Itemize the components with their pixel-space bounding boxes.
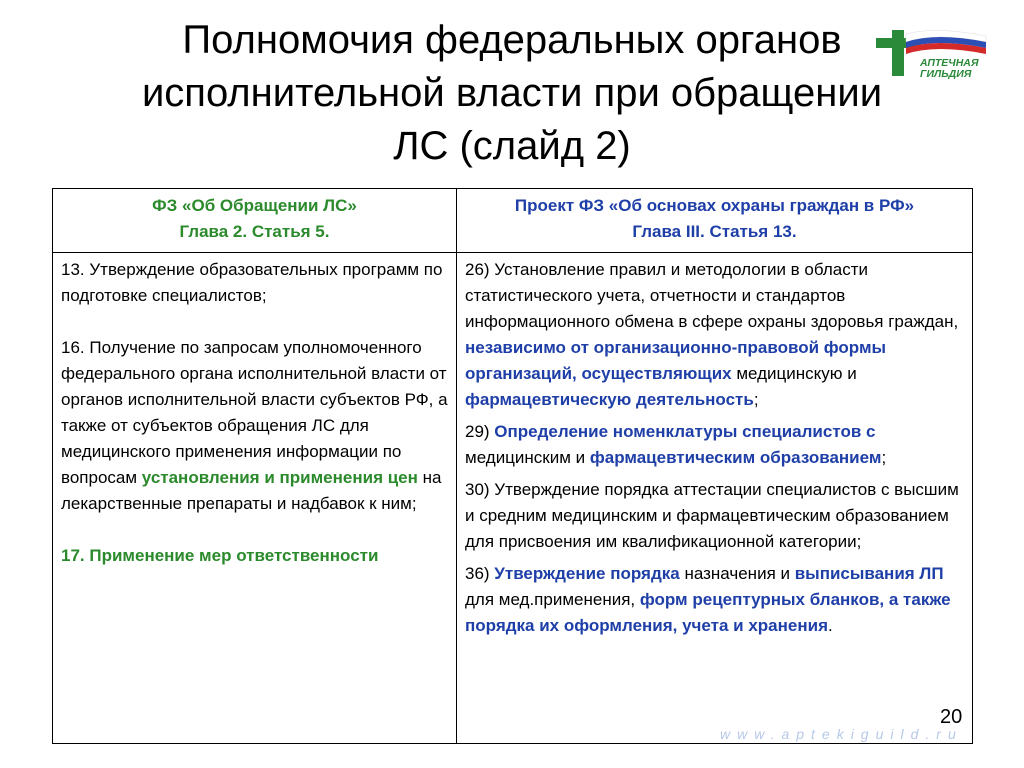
right-item-36-text-1: назначения и — [679, 564, 795, 583]
title-line-1: Полномочия федеральных органов — [182, 18, 842, 62]
right-item-36 — [465, 561, 964, 639]
left-header-line-2: Глава 2. Статья 5. — [179, 222, 330, 241]
comparison-table — [52, 188, 973, 744]
right-content-cell — [457, 253, 973, 744]
right-item-26-text-mid: медицинскую и — [731, 364, 857, 383]
left-item-16 — [61, 335, 448, 517]
logo-text-line-2: ГИЛЬДИЯ — [920, 68, 972, 80]
right-item-36-num: 36) — [465, 564, 495, 583]
left-item-16-highlight: установления и применения цен — [141, 468, 418, 487]
left-item-17: 17. Применение мер ответственности — [61, 546, 379, 565]
right-item-29 — [465, 419, 964, 471]
website-watermark: www.aptekiguild.ru — [720, 726, 963, 742]
right-item-36-highlight-2: выписывания ЛП — [794, 564, 944, 583]
slide-title — [60, 14, 964, 173]
left-item-16-text-end: на лекарственные препараты и надбавок к ним; — [61, 468, 442, 513]
table-header-row — [53, 189, 973, 253]
title-line-3: ЛС (слайд 2) — [393, 124, 631, 168]
logo-text-line-1: АПТЕЧНАЯ — [920, 57, 979, 69]
right-header-line-2: Глава III. Статья 13. — [632, 222, 797, 241]
right-item-29-highlight-2: фармацевтическим образованием — [589, 448, 882, 467]
right-item-26-highlight-1: независимо от организационно-правовой формы организаций, осуществляющих — [465, 338, 887, 383]
right-item-36-highlight-3: форм рецептурных бланков, а также порядка их оформления, учета и хранения — [465, 590, 951, 635]
right-item-36-text-2: для мед.применения, — [465, 590, 640, 609]
left-header-cell — [53, 189, 457, 253]
right-item-29-end: ; — [881, 448, 887, 467]
right-item-29-text-mid: медицинским и — [465, 448, 590, 467]
page-number: 20 — [940, 706, 963, 728]
left-content-cell — [53, 253, 457, 744]
right-item-29-highlight-1: Определение номенклатуры специалистов с — [494, 422, 876, 441]
right-header-line-1: Проект ФЗ «Об основах охраны граждан в РФ» — [514, 196, 915, 215]
title-line-2: исполнительной власти при обращении — [141, 71, 883, 115]
logo-text — [920, 58, 979, 80]
right-item-26 — [465, 257, 964, 413]
table-row — [53, 253, 973, 744]
right-item-29-num: 29) — [465, 422, 495, 441]
right-item-26-highlight-2: фармацевтическую деятельность — [465, 390, 754, 409]
right-item-26-text: 26) Установление правил и методологии в области статистического учета, отчетности и стандартов информационного обмена в сфере охраны здоровья граждан, — [465, 260, 959, 331]
right-item-36-end: . — [828, 616, 833, 635]
right-header-cell — [457, 189, 973, 253]
left-item-16-text: 16. Получение по запросам уполномоченного федерального органа исполнительной власти от органов исполнительной власти субъектов РФ, а также от субъектов обращения ЛС для медицинского применения информации по вопросам — [61, 338, 448, 487]
right-item-36-highlight-1: Утверждение порядка — [494, 564, 680, 583]
right-item-30: 30) Утверждение порядка аттестации специалистов с высшим и средним медицинским и фармацевтическим образованием для присвоения им квалификационной категории; — [465, 480, 959, 551]
right-item-26-end: ; — [753, 390, 759, 409]
left-header-line-1: ФЗ «Об Обращении ЛС» — [152, 196, 357, 215]
left-item-13: 13. Утверждение образовательных программ по подготовке специалистов; — [61, 260, 443, 305]
